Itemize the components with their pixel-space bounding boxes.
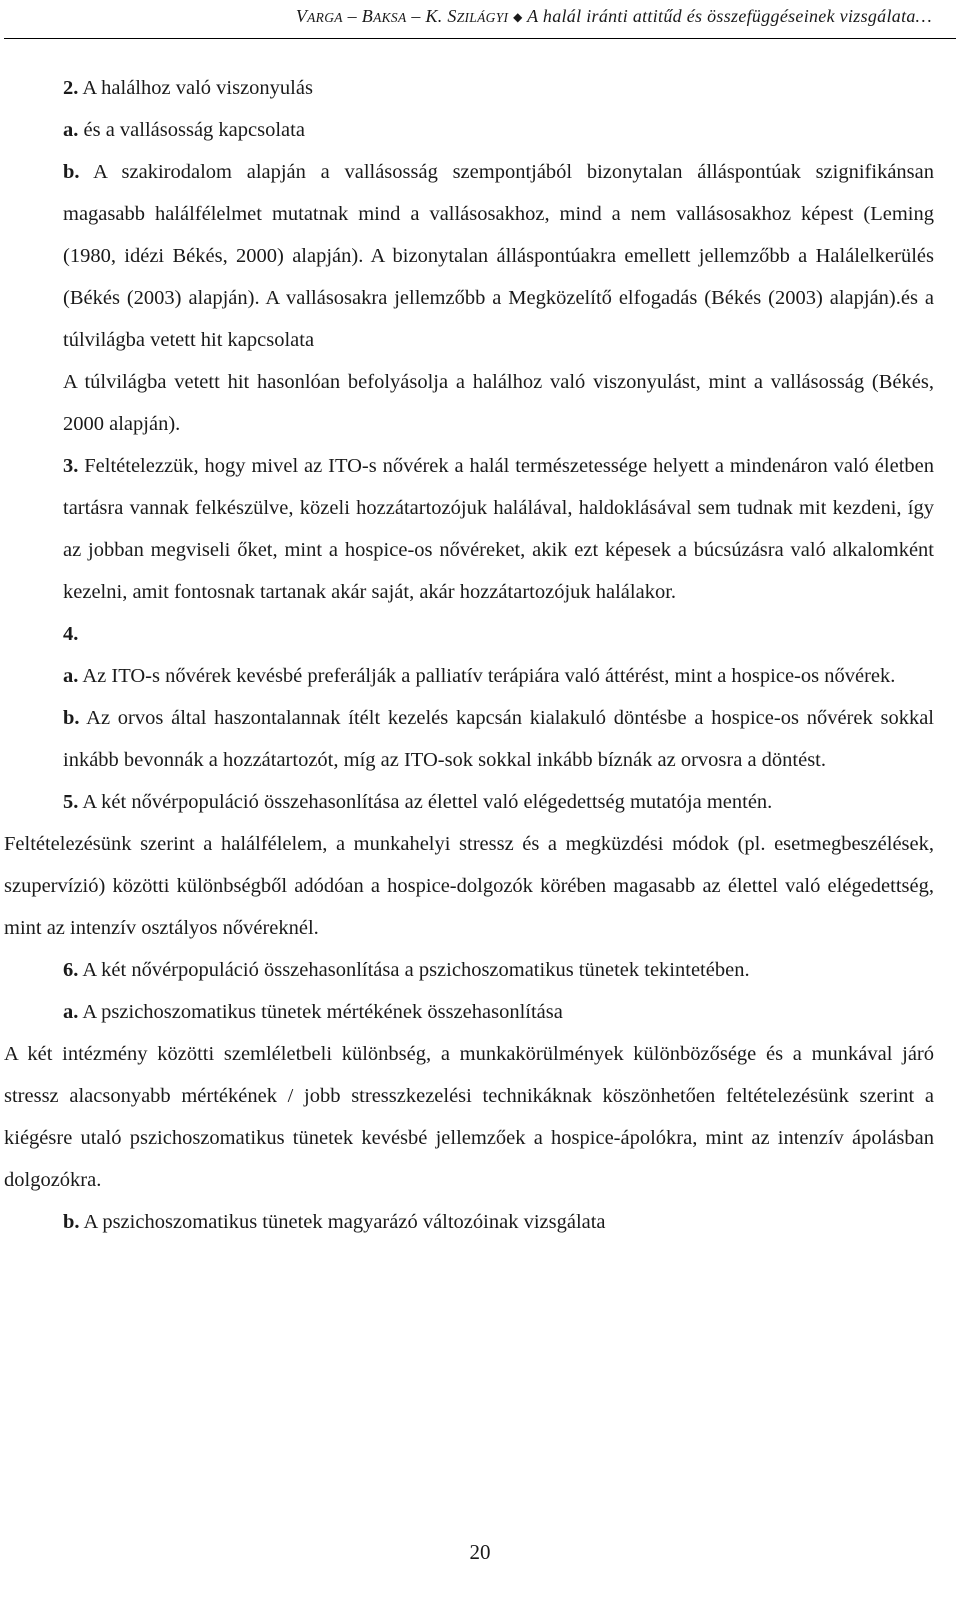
header-author-1: VARGA: [295, 6, 343, 26]
paragraph-feltetelezes: Feltételezésünk szerint a halálfélelem, a munkahelyi stressz és a megküzdési módok (pl. esetmegbeszélések, szupervízió) közötti különbségből adódóan a hospice-dolgozók körében magasabb az élettel való elégedettség, mint az intenzív osztályos nővéreknél.: [4, 833, 934, 939]
document-body: [4, 67, 934, 1243]
diamond-icon: ◆: [513, 10, 523, 24]
running-header: [0, 6, 932, 27]
item-6a: a. A pszichoszomatikus tünetek mértékének összehasonlítása: [63, 1001, 563, 1023]
header-rule: [4, 38, 956, 39]
header-separator-1: –: [347, 6, 357, 26]
item-2a: a. és a vallásosság kapcsolata: [63, 119, 305, 141]
header-author-2: BAKSA: [361, 6, 407, 26]
header-title: A halál iránti attitűd és összefüggéseinek vizsgálata…: [527, 6, 932, 26]
heading-2: 2. A halálhoz való viszonyulás: [63, 77, 313, 99]
item-2b: b. A szakirodalom alapján a vallásosság szempontjából bizonytalan álláspontúak szignifikánsan magasabb halálfélelmet mutatnak mind a vallásosakhoz, mind a nem vallásosakhoz képest (Leming (1980, idézi Békés, 2000) alapján). A bizonytalan álláspontúakra emellett jellemzőbb a Halálelkerülés (Békés (2003) alapján). A vallásosakra jellemzőbb a Megközelítő elfogadás (Békés (2003) alapján).és a túlvilágba vetett hit kapcsolata: [63, 161, 934, 351]
item-6b: b. A pszichoszomatikus tünetek magyarázó változóinak vizsgálata: [63, 1211, 606, 1233]
paragraph-intezmeny: A két intézmény közötti szemléletbeli különbség, a munkakörülmények különbözősége és a munkával járó stressz alacsonyabb mértékének / jobb stresszkezelési technikáknak köszönhetően feltételezésünk szerint a kiégésre utaló pszichoszomatikus tünetek kevésbé jellemzőek a hospice-ápolókra, mint az intenzív ápolásban dolgozókra.: [4, 1043, 934, 1191]
header-separator-2: –: [411, 6, 421, 26]
paragraph-tulvilag: A túlvilágba vetett hit hasonlóan befolyásolja a halálhoz való viszonyulást, mint a vallásosság (Békés, 2000 alapján).: [63, 371, 934, 435]
page-number: 20: [469, 1540, 491, 1564]
header-author-3: K. SZILÁGYI: [425, 6, 509, 26]
heading-4: 4.: [63, 623, 79, 645]
heading-6: 6. A két nővérpopuláció összehasonlítása a pszichoszomatikus tünetek tekintetében.: [63, 959, 750, 981]
item-4a: a. Az ITO-s nővérek kevésbé preferálják a palliatív terápiára való áttérést, mint a hospice-os nővérek.: [63, 665, 896, 687]
item-4b: b. Az orvos által haszontalannak ítélt kezelés kapcsán kialakuló döntésbe a hospice-os nővérek sokkal inkább bevonnák a hozzátartozót, míg az ITO-sok sokkal inkább bíznák az orvosra a döntést.: [63, 707, 934, 771]
hypothesis-3: 3. Feltételezzük, hogy mivel az ITO-s nővérek a halál természetessége helyett a mindenáron való életben tartásra vannak felkészülve, közeli hozzátartozójuk halálával, haldoklásával sem tudnak mit kezdeni, így az jobban megviseli őket, mint a hospice-os nővéreket, akik ezt képesek a búcsúzásra való alkalomként kezelni, amit fontosnak tartanak akár saját, akár hozzátartozójuk halálakor.: [63, 455, 934, 603]
heading-5: 5. A két nővérpopuláció összehasonlítása az élettel való elégedettség mutatója mentén.: [63, 791, 773, 813]
